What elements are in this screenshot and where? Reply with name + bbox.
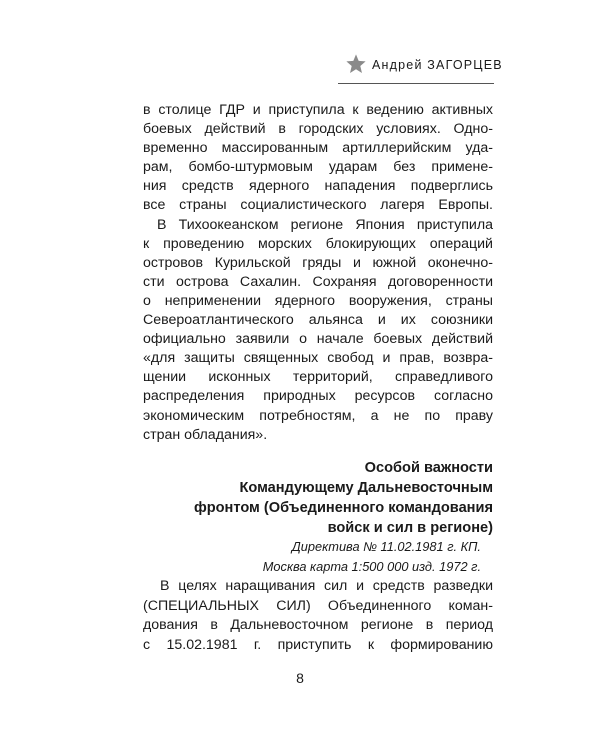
text-line: стран обладания». (143, 426, 268, 443)
text-line: ния средств ядерного нападения подверглись (143, 178, 493, 195)
body-paragraph-2 (143, 577, 493, 655)
heading-line: фронтом (Объединенного командования (193, 500, 493, 516)
directive-line: Москва карта 1:500 000 изд. 1972 г. (262, 559, 481, 574)
text-line: боевых действий в городских условиях. Одно- (143, 121, 493, 138)
text-line: рам, бомбо-штурмовым ударам без примене- (143, 159, 493, 176)
text-line: официально заявили о начале боевых действий (143, 331, 493, 348)
text-line: (СПЕЦИАЛЬНЫХ СИЛ) Объединенного коман- (143, 597, 493, 614)
text-line: островов Курильской гряды и южной оконечно- (143, 254, 493, 271)
text-line: В Тихоокеанском регионе Япония приступила (157, 216, 493, 233)
text-line: с 15.02.1981 г. приступить к формированию (143, 636, 493, 653)
text-line: временно массированным артиллерийским уда- (143, 140, 493, 157)
text-line: щении исконных территорий, справедливого (143, 369, 493, 386)
heading-line: Особой важности (364, 460, 493, 476)
page-number: 8 (296, 670, 304, 686)
text-line: все страны социалистического лагеря Европы. (143, 197, 493, 214)
header-rule (338, 83, 494, 84)
text-line: В целях наращивания сил и средств разведки (160, 578, 493, 594)
text-line: экономическим потребностям, а не по праву (143, 407, 493, 424)
text-line: «для защиты священных свобод и прав, возвра- (143, 350, 493, 367)
text-line: в столице ГДР и приступила к ведению активных (143, 102, 493, 118)
directive-line: Директива № 11.02.1981 г. КП. (291, 539, 481, 554)
text-line: о неприменении ядерного вооружения, страны (143, 292, 493, 309)
document-heading (143, 458, 493, 538)
text-line: дования в Дальневосточном регионе в период (143, 617, 493, 634)
text-line: Североатлантического альянса и их союзники (143, 312, 493, 329)
directive-reference (143, 537, 481, 577)
text-line: к проведению морских блокирующих операций (143, 235, 493, 252)
body-paragraph (143, 101, 493, 445)
text-line: сти острова Сахалин. Сохраняя договоренности (143, 273, 493, 290)
author-name: Андрей ЗАГОРЦЕВ (372, 58, 503, 72)
heading-line: Командующему Дальневосточным (239, 480, 493, 496)
running-header (0, 0, 600, 90)
heading-line: войск и сил в регионе) (327, 520, 493, 536)
star-icon (345, 53, 367, 75)
text-line: распределения природных ресурсов согласно (143, 388, 493, 405)
